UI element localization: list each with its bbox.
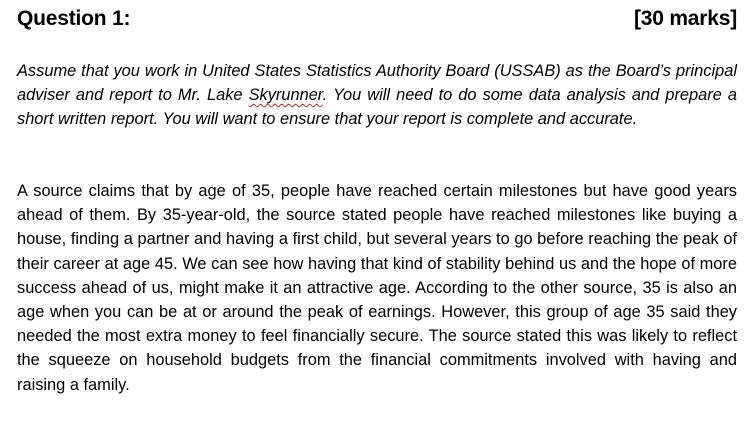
intro-text-end: . You will need to do some data analysis and prepare a short written report. You will want to ensure that your report is complete and accurate. <box>17 86 737 129</box>
question-title: Question 1: <box>17 7 131 30</box>
body-paragraph: A source claims that by age of 35, people have reached certain milestones but have good years ahead of them. By 35-year-old, the source stated people have reached milestones like buying a house, finding a partner and having a first child, but several years to go before reaching the peak of their career at age 45. We can see how having that kind of stability behind us and the hope of more success ahead of us, might make it an attractive age. According to the other source, 35 is also an age when you can be at or around the peak of earnings. However, this group of age 35 said they needed the most extra money to feel financially secure. The source stated this was likely to reflect the squeeze on household budgets from the financial commitments involved with having and raising a family. <box>17 182 737 394</box>
intro-text-start: Assume that you work in United States Statistics Authority Board (USSAB) as the Board’s principal adviser and report to Mr. Lake <box>17 62 737 105</box>
question-heading <box>17 4 737 34</box>
question-marks: [30 marks] <box>633 7 737 30</box>
misspelled-name: Skyrunner <box>248 86 323 105</box>
intro-paragraph <box>17 59 737 132</box>
